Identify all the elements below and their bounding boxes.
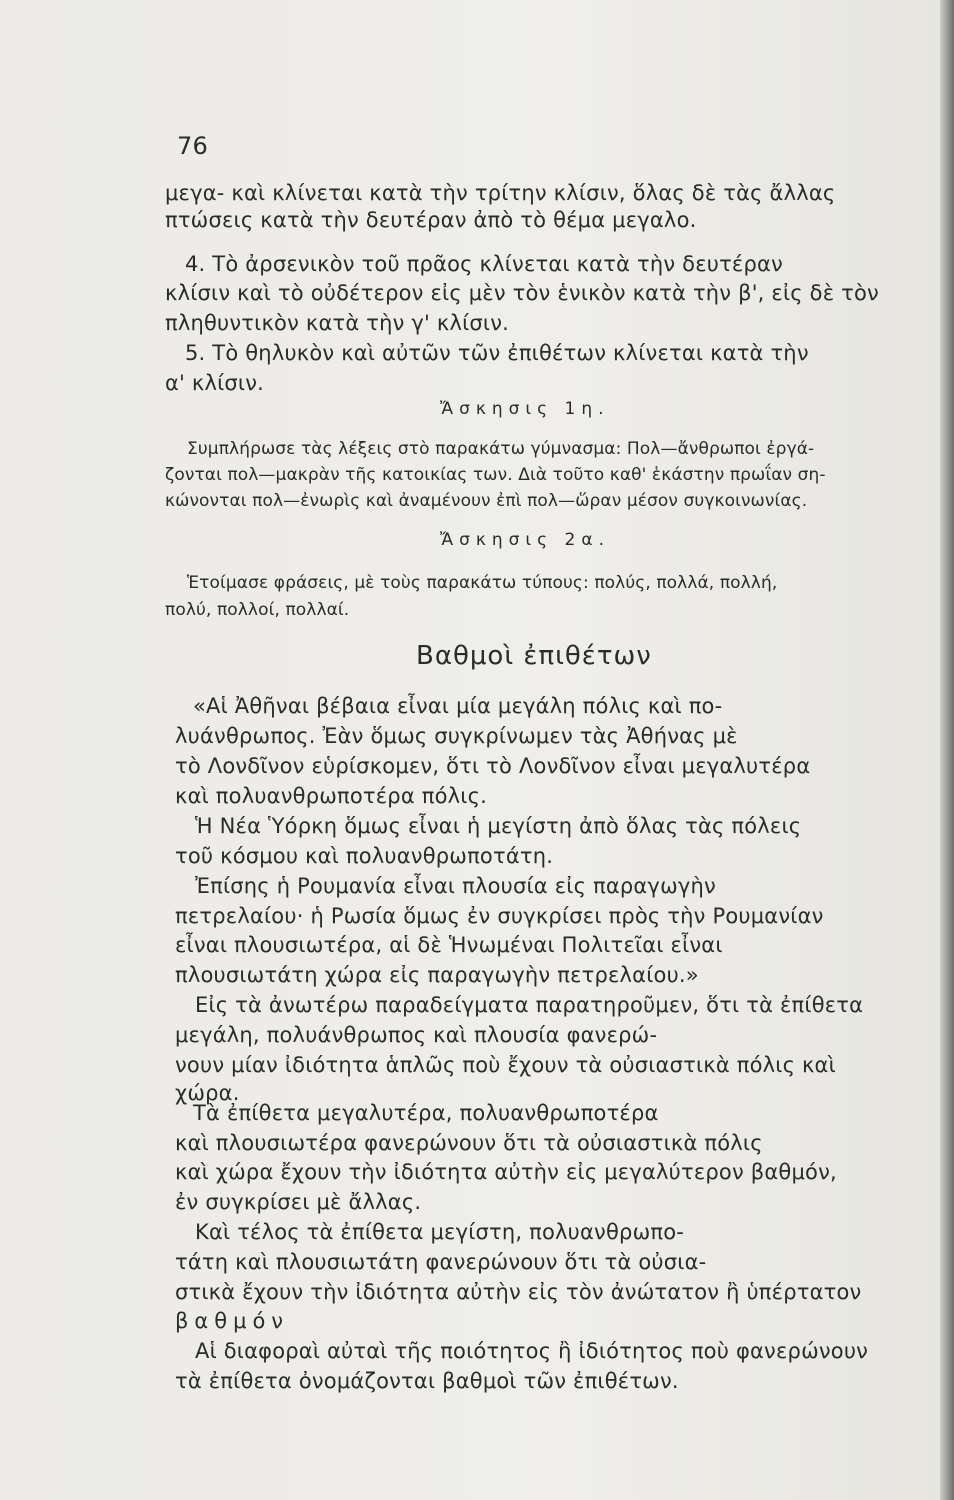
text-line: τοῦ κόσμου καὶ πολυανθρωποτάτη. bbox=[175, 844, 554, 868]
text-line: 5. Τὸ θηλυκὸν καὶ αὐτῶν τῶν ἐπιθέτων κλίνεται κατὰ τὴν bbox=[185, 341, 809, 365]
exercise-title: Ἄσκησις 1η. bbox=[440, 399, 610, 419]
text-line: εἶναι πλουσιωτέρα, αἱ δὲ Ἡνωμέναι Πολιτεῖαι εἶναι bbox=[175, 933, 723, 957]
exercise-title: Ἄσκησις 2α. bbox=[440, 530, 610, 550]
text-line: Καὶ τέλος τὰ ἐπίθετα μεγίστη, πολυανθρωπο- bbox=[195, 1220, 685, 1244]
text-line: πλουσιωτάτη χώρα εἰς παραγωγὴν πετρελαίου.» bbox=[175, 963, 699, 987]
text-line: στικὰ ἔχουν τὴν ἰδιότητα αὐτὴν εἰς τὸν ἀνώτατον ἢ ὑπέρτατον bbox=[175, 1280, 862, 1304]
exercise-text-line: Ἑτοίμασε φράσεις, μὲ τοὺς παρακάτω τύπους: πολύς, πολλά, πολλή, bbox=[187, 573, 778, 593]
exercise-text-line: κώνονται πολ—ἐνωρὶς καὶ ἀναμένουν ἐπὶ πολ—ὥραν μέσον συγκοινωνίας. bbox=[165, 491, 808, 511]
text-line: χώρα. bbox=[175, 1081, 240, 1105]
text-line: πετρελαίου· ἡ Ρωσία ὅμως ἐν συγκρίσει πρὸς τὴν Ρουμανίαν bbox=[175, 904, 824, 928]
exercise-text-line: ζονται πολ—μακρὰν τῆς κατοικίας των. Διὰ τοῦτο καθ' ἑκάστην πρωΐαν ση- bbox=[165, 465, 826, 485]
text-line: μεγάλη, πολυάνθρωπος καὶ πλουσία φανερώ- bbox=[175, 1023, 658, 1047]
text-line: τὸ Λονδῖνον εὑρίσκομεν, ὅτι τὸ Λονδῖνον εἶναι μεγαλυτέρα bbox=[175, 754, 811, 778]
text-line: μεγα- καὶ κλίνεται κατὰ τὴν τρίτην κλίσιν, ὅλας δὲ τὰς ἄλλας bbox=[165, 181, 836, 205]
text-line: Αἱ διαφοραὶ αὐταὶ τῆς ποιότητος ἢ ἰδιότητος ποὺ φανερώνουν bbox=[195, 1339, 869, 1363]
text-line: κλίσιν καὶ τὸ οὐδέτερον εἰς μὲν τὸν ἑνικὸν κατὰ τὴν β', εἰς δὲ τὸν bbox=[165, 281, 879, 305]
page-number: 76 bbox=[177, 132, 208, 160]
text-line: καὶ πολυανθρωποτέρα πόλις. bbox=[175, 784, 487, 808]
section-heading: Βαθμοὶ ἐπιθέτων bbox=[416, 641, 652, 671]
text-line: Τὰ ἐπίθετα μεγαλυτέρα, πολυανθρωποτέρα bbox=[193, 1101, 659, 1125]
exercise-text-line: πολύ, πολλοί, πολλαί. bbox=[165, 600, 350, 620]
text-line: Ἐπίσης ἡ Ρουμανία εἶναι πλουσία εἰς παραγωγὴν bbox=[195, 874, 716, 898]
page-edge-shadow bbox=[940, 0, 954, 1500]
text-line: τὰ ἐπίθετα ὀνομάζονται βαθμοὶ τῶν ἐπιθέτων. bbox=[175, 1369, 679, 1393]
text-line: νουν μίαν ἰδιότητα ἁπλῶς ποὺ ἔχουν τὰ οὐσιαστικὰ πόλις καὶ bbox=[175, 1053, 836, 1077]
exercise-text-line: Συμπλήρωσε τὰς λέξεις στὸ παρακάτω γύμνασμα: Πολ—ἄνθρωποι ἐργά- bbox=[187, 439, 815, 459]
text-line: Εἰς τὰ ἀνωτέρω παραδείγματα παρατηροῦμεν, ὅτι τὰ ἐπίθετα bbox=[195, 993, 864, 1017]
text-line: 4. Τὸ ἀρσενικὸν τοῦ πρᾶος κλίνεται κατὰ τὴν δευτέραν bbox=[185, 252, 783, 276]
text-line: ἐν συγκρίσει μὲ ἄλλας. bbox=[175, 1190, 422, 1214]
text-line: πτώσεις κατὰ τὴν δευτέραν ἀπὸ τὸ θέμα μεγαλο. bbox=[165, 208, 697, 232]
text-line: βαθμόν bbox=[175, 1309, 290, 1333]
text-line: καὶ πλουσιωτέρα φανερώνουν ὅτι τὰ οὐσιαστικὰ πόλις bbox=[175, 1131, 763, 1155]
text-line: «Αἱ Ἀθῆναι βέβαια εἶναι μία μεγάλη πόλις καὶ πο- bbox=[193, 694, 723, 718]
text-line: α' κλίσιν. bbox=[165, 371, 265, 395]
text-line: Ἡ Νέα Ὑόρκη ὅμως εἶναι ἡ μεγίστη ἀπὸ ὅλας τὰς πόλεις bbox=[195, 814, 802, 838]
text-line: καὶ χώρα ἔχουν τὴν ἰδιότητα αὐτὴν εἰς μεγαλύτερον βαθμόν, bbox=[175, 1160, 837, 1184]
text-line: πληθυντικὸν κατὰ τὴν γ' κλίσιν. bbox=[165, 311, 510, 335]
text-line: λυάνθρωπος. Ἐὰν ὅμως συγκρίνωμεν τὰς Ἀθήνας μὲ bbox=[175, 724, 738, 748]
text-line: τάτη καὶ πλουσιωτάτη φανερώνουν ὅτι τὰ οὐσια- bbox=[175, 1250, 707, 1274]
